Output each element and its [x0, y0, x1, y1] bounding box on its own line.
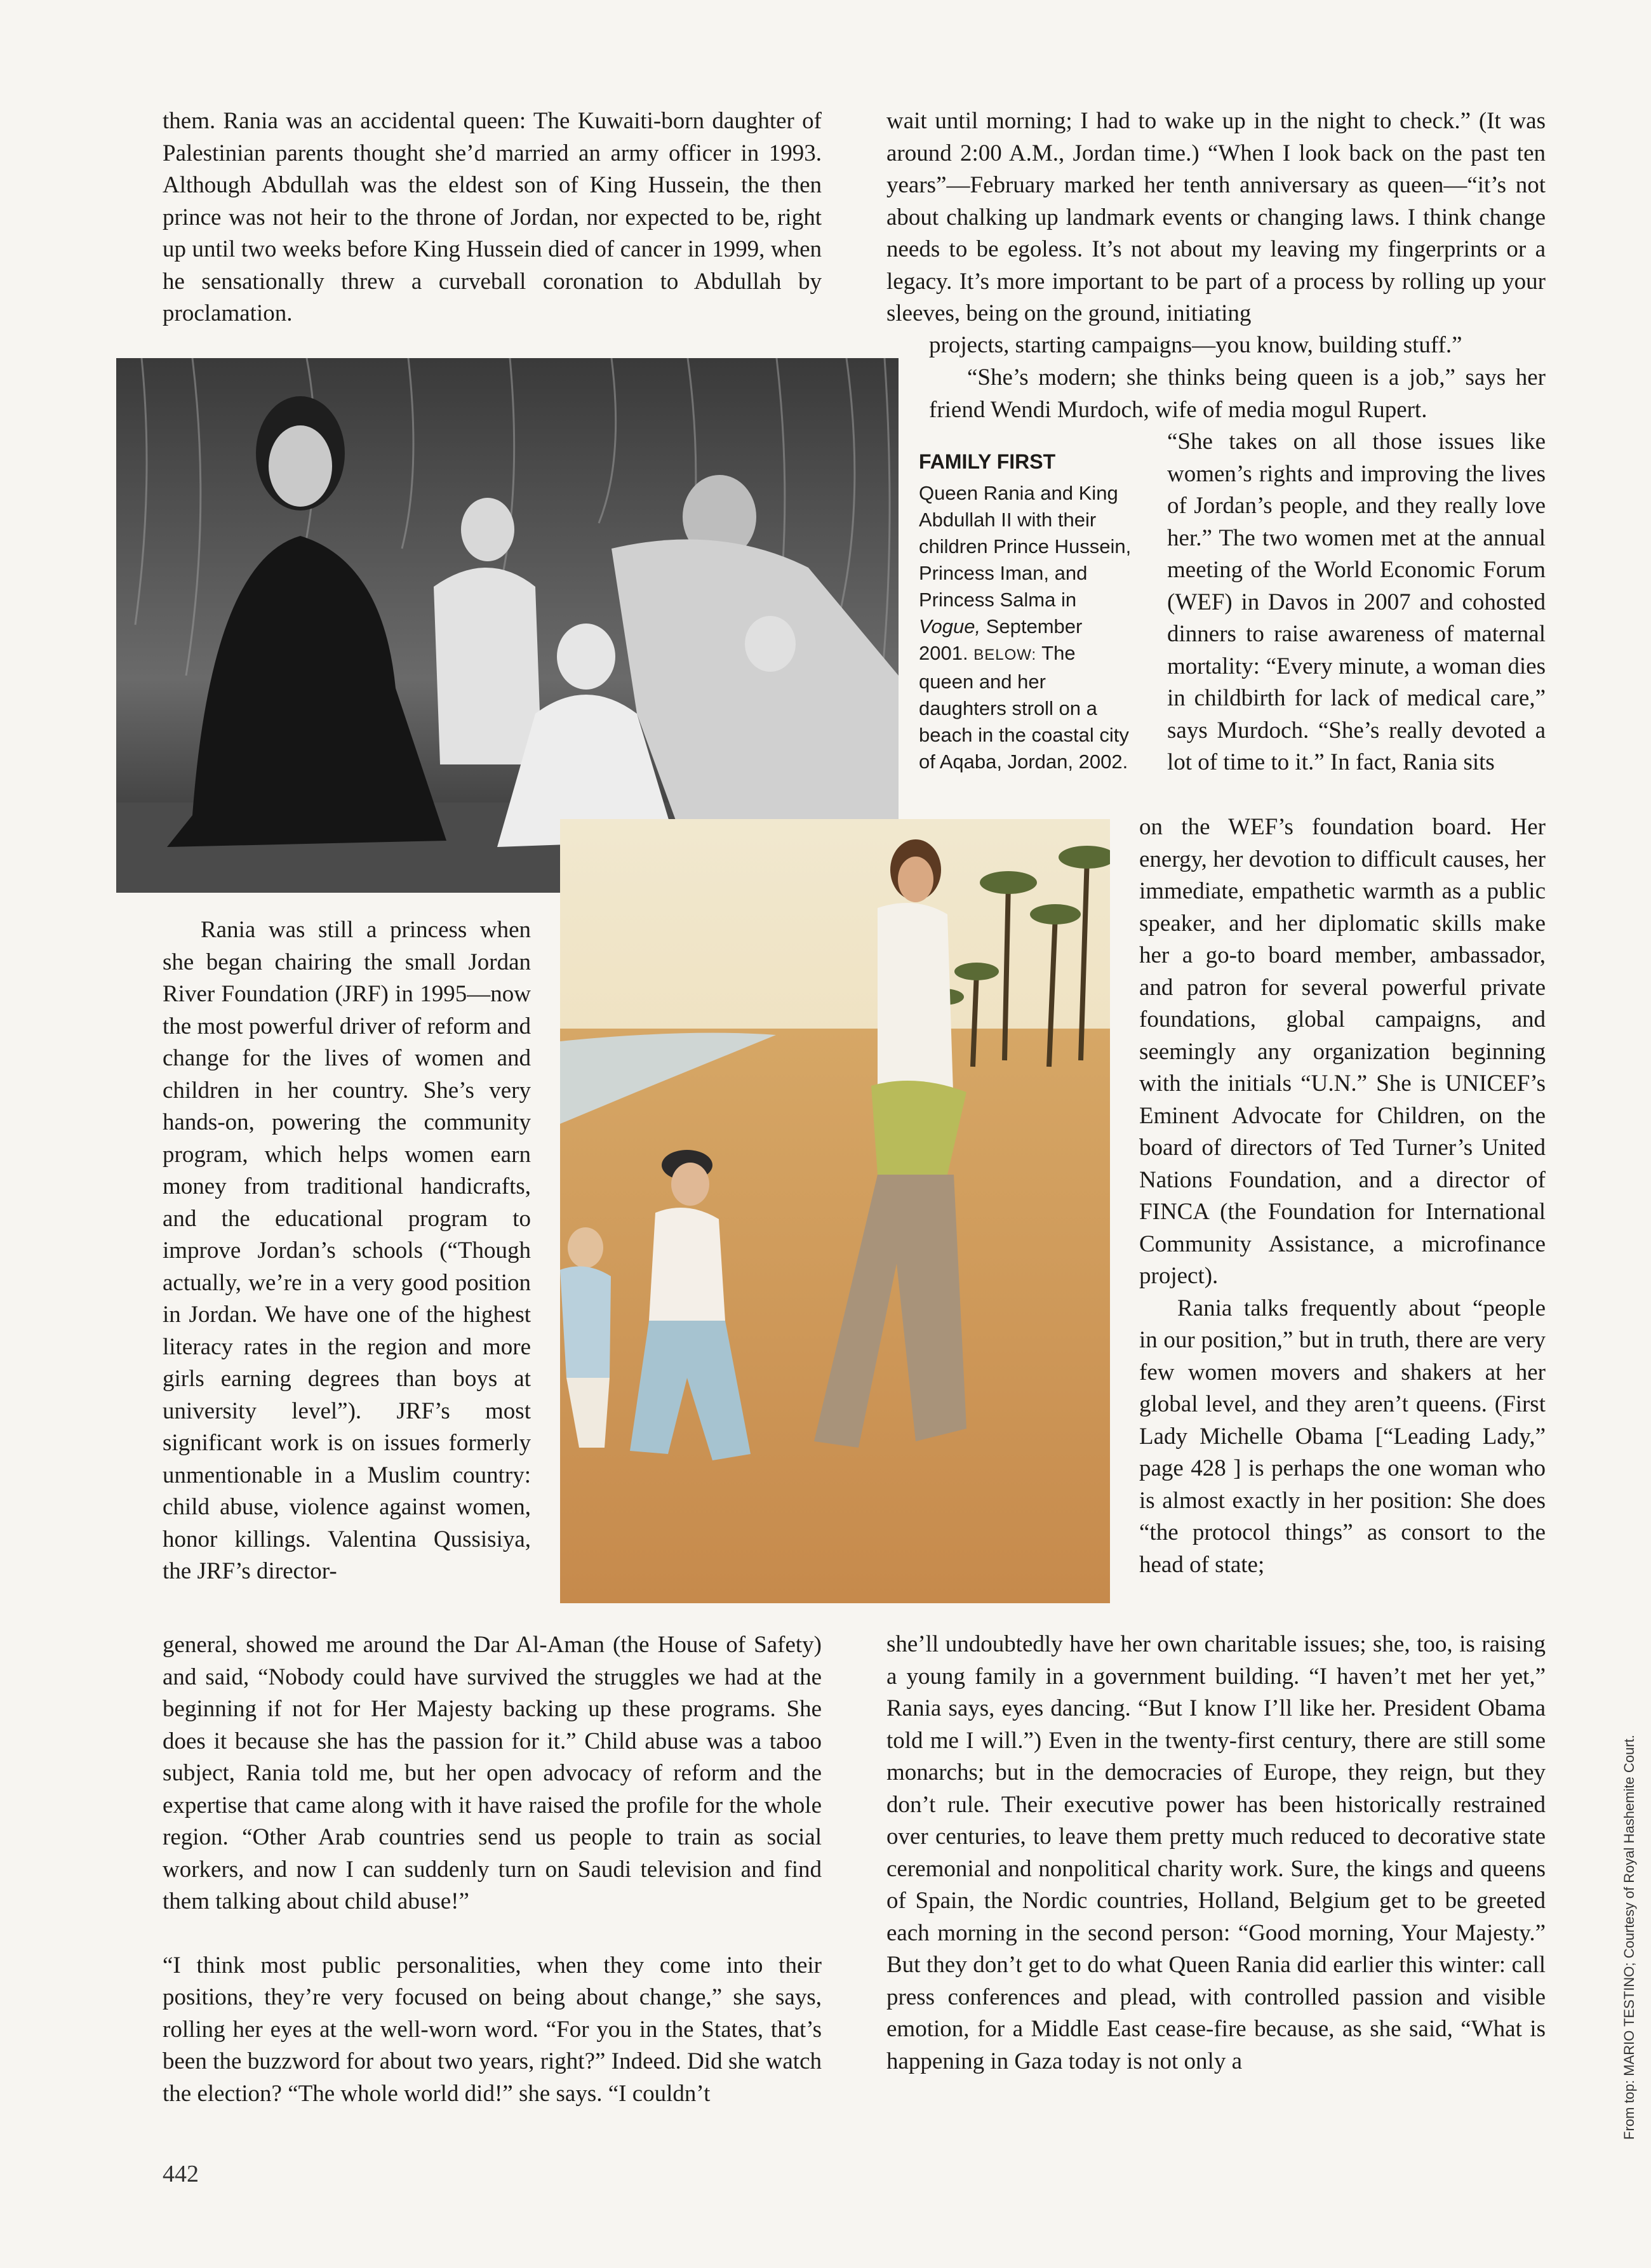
paragraph: “She takes on all those issues like women’s rights and improving the lives of Jordan’s people, and they really love her.” The two women met at the annual meeting of the World Economic Forum (WEF) in Davos in 2007 and cohosted dinners to raise awareness of maternal mortality: “Every minute, a woman dies in childbirth for lack of medical care,” says Murdoch. “She’s really devoted a lot of time to it.” In fact, Rania sits [1167, 429, 1546, 775]
photo-credit: From top: MARIO TESTINO; Courtesy of Royal Hashemite Court. [1621, 1735, 1637, 2140]
article-col2-b [929, 362, 1546, 426]
article-col2-bottom [886, 1629, 1546, 2078]
page-number: 442 [163, 2161, 199, 2187]
caption-text: Queen Rania and King Abdullah II with their children Prince Hussein, Princess Iman, and Princess Salma in [919, 482, 1132, 611]
paragraph: wait until morning; I had to wake up in the night to check.” (It was around 2:00 A.M., Jordan time.) “When I look back on the past ten years”—February marked her tenth anniversary as queen—“it’s not about chalking up landmark events or changing laws. I think change needs to be egoless. It’s not about my leaving my fingerprints or a legacy. It’s more important to be part of a process by rolling up your sleeves, being on the ground, initiating [886, 108, 1546, 326]
article-col2-a [929, 330, 1546, 362]
paragraph: on the WEF’s foundation board. Her energy, her devotion to difficult causes, her immediate, empathetic warmth as a public speaker, and her diplomatic skills make her a go-to board member, ambassador, and patron for several powerful private foundations, global campaigns, and seemingly any organization beginning with the initials “U.N.” She is UNICEF’s Eminent Advocate for Children, on the board of directors of Ted Turner’s United Nations Foundation, and a director of FINCA (the Foundation for International Community Assistance, a microfinance project). [1139, 814, 1546, 1289]
paragraph: them. Rania was an accidental queen: The Kuwaiti-born daughter of Palestinian parents thought she’d married an army officer in 1993. Although Abdullah was the eldest son of King Hussein, the then prince was not heir to the throne of Jordan, nor expected to be, right up until two weeks before King Hussein died of cancer in 1999, when he sensationally threw a curveball coronation to Abdullah by proclamation. [163, 108, 822, 326]
photo-caption [919, 448, 1135, 775]
caption-head: FAMILY FIRST [919, 450, 1056, 473]
paragraph: projects, starting campaigns—you know, building stuff.” [929, 332, 1462, 358]
paragraph: “I think most public personalities, when they come into their positions, they’re very focused on being about change,” she says, rolling her eyes at the well-worn word. “For you in the States, that’s been the buzzword for about two years, right?” Indeed. Did she watch the election? “The whole world did!” she says. “I couldn’t [163, 1952, 822, 2107]
article-col2-top [886, 105, 1546, 330]
article-col1-top [163, 105, 822, 330]
paragraph: Rania was still a princess when she began chairing the small Jordan River Foundation (JRF) in 1995—now the most powerful driver of reform and change for the lives of women and children in her country. She’s very hands-on, powering the community program, which helps women earn money from traditional handicrafts, and the educational program to improve Jordan’s schools (“Though actually, we’re in a very good position in Jordan. We have one of the highest literacy rates in the region and more girls earning degrees than boys at university level”). JRF’s most significant work is on issues formerly unmentionable in a Muslim country: child abuse, violence against women, honor killings. Valentina Qussisiya, the JRF’s director- [163, 917, 531, 1584]
paragraph: general, showed me around the Dar Al-Aman (the House of Safety) and said, “Nobody could have survived the struggles we had at the beginning if not for Her Majesty backing up these programs. She does it because she has the passion for it.” Child abuse was a taboo subject, Rania told me, but her open advocacy of reform and the expertise that came along with it have raised the profile for the whole region. “Other Arab countries send us people to train as social workers, and now I can suddenly turn on Saudi television and find them talking about child abuse!” [163, 1632, 822, 1914]
article-col2-mid [1139, 811, 1546, 1581]
family-photo [116, 358, 899, 893]
paragraph: Rania talks frequently about “people in our position,” but in truth, there are very few women movers and shakers at her global level, and they aren’t queens. (First Lady Michelle Obama [“Leading Lady,” page 428 ] is perhaps the one woman who is almost exactly in her position: She does “the protocol things” as consort to the head of state; [1139, 1295, 1546, 1578]
caption-text: The queen and her daughters stroll on a beach in the coastal city of Aqaba, Jordan, 2002. [919, 642, 1129, 773]
paragraph: she’ll undoubtedly have her own charitable issues; she, too, is raising a young family in a government building. “I haven’t met her yet,” Rania says, eyes dancing. “But I know I’ll like her. President Obama told me I will.”) Even in the twenty-first century, there are still some monarchs; but in the democracies of Europe, they reign, but they don’t rule. Their executive power has been historically restrained over centuries, to leave them pretty much reduced to decorative state ceremonial and nonpolitical charity work. Sure, the kings and queens of Spain, the Nordic countries, Holland, Belgium get to be greeted each morning in the second person: “Good morning, Your Majesty.” But they don’t get to do what Queen Rania did earlier this winter: call press conferences and plead, with controlled passion and visible emotion, for a Middle East cease-fire because, as she said, “What is happening in Gaza today is not only a [886, 1631, 1546, 2074]
caption-text: September 2001. [919, 615, 1083, 664]
caption-below-label: BELOW: [973, 646, 1037, 664]
paragraph: “She’s modern; she thinks being queen is a job,” says her friend Wendi Murdoch, wife of media mogul Rupert. [929, 364, 1546, 423]
article-col2-narrow [1167, 426, 1546, 779]
article-col1-narrow [163, 914, 531, 1588]
beach-photo [560, 819, 1110, 1603]
article-col1-bottom [163, 1629, 822, 2110]
caption-italic: Vogue, [919, 615, 981, 637]
